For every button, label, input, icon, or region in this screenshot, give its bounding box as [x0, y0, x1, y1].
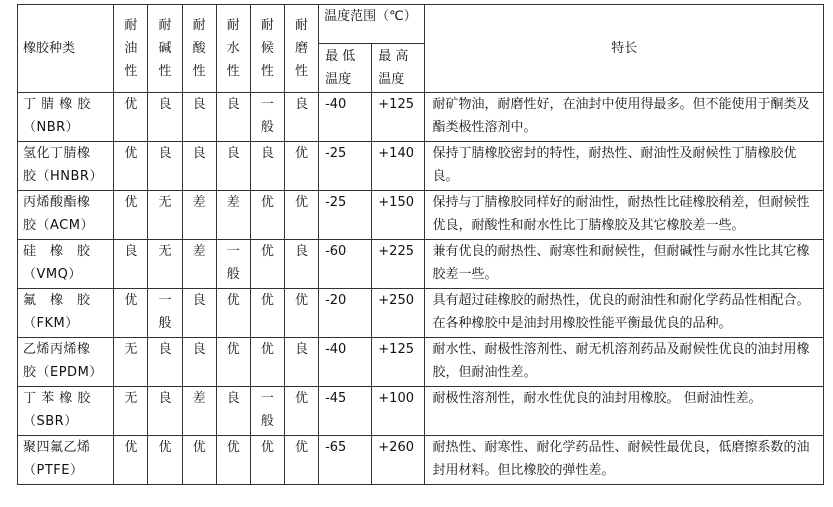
rating-cell: 一 般: [250, 387, 284, 436]
rating-cell: 良: [182, 142, 216, 191]
rubber-properties-table: [17, 4, 824, 485]
rating-cell: 差: [182, 191, 216, 240]
temp-max-cell: +100: [372, 387, 425, 436]
header-rubber-type: 橡胶种类: [18, 5, 114, 93]
rating-cell: 良: [284, 93, 318, 142]
temp-min-cell: -40: [319, 93, 372, 142]
feature-cell: 具有超过硅橡胶的耐热性，优良的耐油性和耐化学药品性相配合。在各种橡胶中是油封用橡胶性能平衡最优良的品种。: [425, 289, 824, 338]
rating-cell: 差: [182, 240, 216, 289]
temp-max-cell: +260: [372, 436, 425, 485]
rubber-name: 聚四氟乙烯 （PTFE）: [18, 436, 114, 485]
rating-cell: 良: [284, 240, 318, 289]
header-oil-resistance: 耐 油 性: [114, 5, 148, 93]
rating-cell: 良: [148, 93, 182, 142]
temp-min-cell: -20: [319, 289, 372, 338]
temp-max-cell: +225: [372, 240, 425, 289]
rating-cell: 优: [148, 436, 182, 485]
temp-min-cell: -65: [319, 436, 372, 485]
temp-min-cell: -25: [319, 191, 372, 240]
temp-max-cell: +140: [372, 142, 425, 191]
rating-cell: 良: [216, 93, 250, 142]
rating-cell: 优: [250, 338, 284, 387]
rating-cell: 良: [182, 289, 216, 338]
rating-cell: 优: [284, 142, 318, 191]
temp-max-cell: +150: [372, 191, 425, 240]
table-row: [18, 338, 824, 387]
rating-cell: 良: [148, 338, 182, 387]
rating-cell: 优: [114, 289, 148, 338]
rating-cell: 良: [114, 240, 148, 289]
rubber-name: 丁 苯 橡 胶 （SBR）: [18, 387, 114, 436]
rating-cell: 优: [114, 436, 148, 485]
table-row: [18, 240, 824, 289]
rating-cell: 优: [284, 289, 318, 338]
rating-cell: 良: [148, 142, 182, 191]
header-water-resistance: 耐 水 性: [216, 5, 250, 93]
rating-cell: 无: [148, 191, 182, 240]
rating-cell: 优: [114, 142, 148, 191]
rating-cell: 良: [182, 93, 216, 142]
header-features: 特长: [425, 5, 824, 93]
feature-cell: 兼有优良的耐热性、耐寒性和耐候性，但耐碱性与耐水性比其它橡胶差一些。: [425, 240, 824, 289]
rating-cell: 一 般: [148, 289, 182, 338]
table-row: [18, 436, 824, 485]
rubber-name: 硅 橡 胶 （VMQ）: [18, 240, 114, 289]
rating-cell: 优: [250, 240, 284, 289]
temp-max-cell: +125: [372, 93, 425, 142]
rating-cell: 优: [216, 436, 250, 485]
rating-cell: 无: [148, 240, 182, 289]
table-row: [18, 142, 824, 191]
temp-max-cell: +250: [372, 289, 425, 338]
table-row: [18, 191, 824, 240]
header-weather-resistance: 耐 候 性: [250, 5, 284, 93]
rating-cell: 优: [182, 436, 216, 485]
rating-cell: 优: [216, 289, 250, 338]
header-temp-min: 最 低 温度: [319, 44, 372, 93]
rating-cell: 良: [250, 142, 284, 191]
rubber-name: 氟 橡 胶 （FKM）: [18, 289, 114, 338]
feature-cell: 保持丁腈橡胶密封的特性，耐热性、耐油性及耐候性丁腈橡胶优良。: [425, 142, 824, 191]
rating-cell: 良: [182, 338, 216, 387]
header-wear-resistance: 耐 磨 性: [284, 5, 318, 93]
rating-cell: 优: [114, 93, 148, 142]
rating-cell: 良: [148, 387, 182, 436]
feature-cell: 耐热性、耐寒性、耐化学药品性、耐候性最优良，低磨擦系数的油封用材料。但比橡胶的弹性差。: [425, 436, 824, 485]
rating-cell: 一 般: [250, 93, 284, 142]
feature-cell: 耐水性、耐极性溶剂性、耐无机溶剂药品及耐候性优良的油封用橡胶，但耐油性差。: [425, 338, 824, 387]
rating-cell: 差: [216, 191, 250, 240]
feature-cell: 保持与丁腈橡胶同样好的耐油性，耐热性比硅橡胶稍差，但耐候性优良，耐酸性和耐水性比丁腈橡胶及其它橡胶差一些。: [425, 191, 824, 240]
feature-cell: 耐极性溶剂性，耐水性优良的油封用橡胶。 但耐油性差。: [425, 387, 824, 436]
header-temp-range: 温度范围（℃）: [319, 5, 425, 44]
rating-cell: 优: [284, 436, 318, 485]
table-row: [18, 289, 824, 338]
rating-cell: 无: [114, 387, 148, 436]
rubber-name: 氢化丁腈橡 胶（HNBR）: [18, 142, 114, 191]
temp-max-cell: +125: [372, 338, 425, 387]
temp-min-cell: -45: [319, 387, 372, 436]
rating-cell: 优: [114, 191, 148, 240]
rating-cell: 良: [216, 387, 250, 436]
rating-cell: 差: [182, 387, 216, 436]
rating-cell: 优: [250, 289, 284, 338]
rating-cell: 优: [250, 436, 284, 485]
feature-cell: 耐矿物油，耐磨性好，在油封中使用得最多。但不能使用于酮类及酯类极性溶剂中。: [425, 93, 824, 142]
temp-min-cell: -60: [319, 240, 372, 289]
temp-min-cell: -25: [319, 142, 372, 191]
rubber-name: 乙烯丙烯橡 胶（EPDM）: [18, 338, 114, 387]
header-acid-resistance: 耐 酸 性: [182, 5, 216, 93]
rating-cell: 优: [284, 191, 318, 240]
rating-cell: 优: [284, 387, 318, 436]
header-alkali-resistance: 耐 碱 性: [148, 5, 182, 93]
rating-cell: 一 般: [216, 240, 250, 289]
table-row: [18, 387, 824, 436]
rating-cell: 优: [250, 191, 284, 240]
rubber-name: 丁 腈 橡 胶 （NBR）: [18, 93, 114, 142]
rating-cell: 良: [284, 338, 318, 387]
table-row: [18, 93, 824, 142]
header-temp-max: 最 高 温度: [372, 44, 425, 93]
rating-cell: 优: [216, 338, 250, 387]
rating-cell: 良: [216, 142, 250, 191]
rating-cell: 无: [114, 338, 148, 387]
temp-min-cell: -40: [319, 338, 372, 387]
rubber-name: 丙烯酸酯橡 胶（ACM）: [18, 191, 114, 240]
